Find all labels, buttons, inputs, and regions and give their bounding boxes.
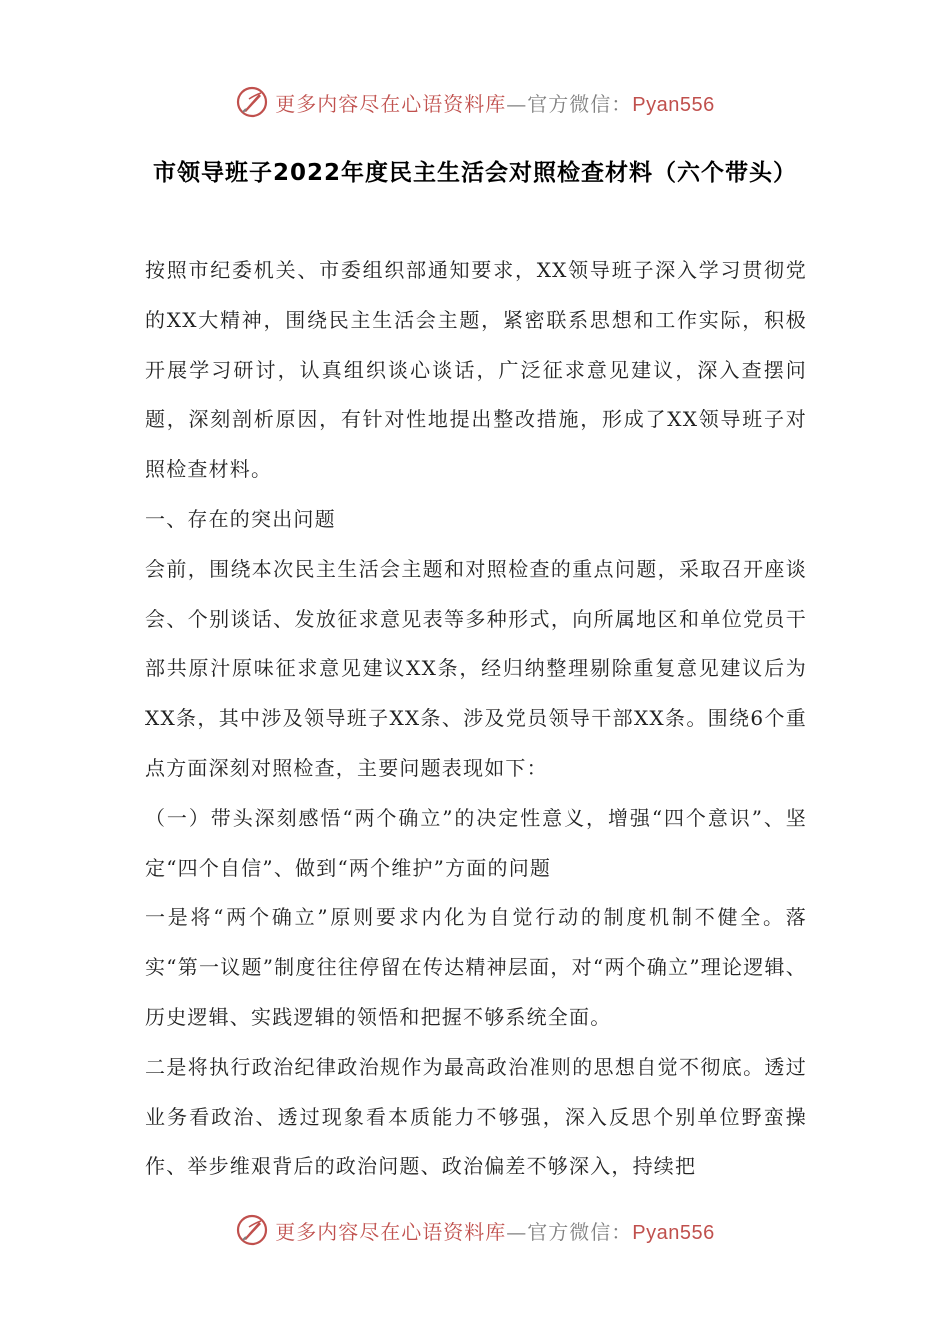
banner-text	[275, 88, 714, 117]
banner-wechat-id: Pyan556	[632, 1221, 715, 1244]
paragraph-point-two: 二是将执行政治纪律政治规作为最高政治准则的思想自觉不彻底。透过业务看政治、透过现象看本质能力不够强，深入反思个别单位野蛮操作、举步维艰背后的政治问题、政治偏差不够深入，持续把	[145, 1054, 807, 1179]
banner-site-name: 更多内容尽在心语资料库	[275, 91, 507, 116]
header-watermark-banner	[0, 82, 950, 122]
banner-wechat-id: Pyan556	[632, 93, 715, 116]
banner-wechat-label: —官方微信：	[506, 1219, 633, 1244]
paragraph-point-one: 一是将“两个确立”原则要求内化为自觉行动的制度机制不健全。落实“第一议题”制度往往停留在传达精神层面，对“两个确立”理论逻辑、历史逻辑、实践逻辑的领悟和把握不够系统全面。	[145, 905, 807, 1029]
footer-watermark-banner	[0, 1210, 950, 1250]
document-body	[145, 246, 807, 1192]
section-heading: 一、存在的突出问题	[145, 506, 336, 531]
quill-logo-icon	[235, 85, 269, 119]
paragraph-overview: 会前，围绕本次民主生活会主题和对照检查的重点问题，采取召开座谈会、个别谈话、发放征求意见表等多种形式，向所属地区和单位党员干部共原汁原味征求意见建议XX条，经归纳整理剔除重复意见建议后为XX条，其中涉及领导班子XX条、涉及党员领导干部XX条。围绕6个重点方面深刻对照检查，主要问题表现如下：	[145, 556, 807, 780]
banner-wechat-label: —官方微信：	[506, 91, 633, 116]
document-title: 市领导班子2022年度民主生活会对照检查材料（六个带头）	[152, 160, 797, 186]
banner-site-name: 更多内容尽在心语资料库	[275, 1219, 507, 1244]
paragraph-intro: 按照市纪委机关、市委组织部通知要求，XX领导班子深入学习贯彻党的XX大精神，围绕民主生活会主题，紧密联系思想和工作实际，积极开展学习研讨，认真组织谈心谈话，广泛征求意见建议，深入查摆问题，深刻剖析原因，有针对性地提出整改措施，形成了XX领导班子对照检查材料。	[145, 258, 807, 482]
quill-logo-icon	[235, 1213, 269, 1247]
banner-text	[275, 1216, 714, 1245]
subsection-heading: （一）带头深刻感悟“两个确立”的决定性意义，增强“四个意识”、坚定“四个自信”、做到“两个维护”方面的问题	[145, 805, 807, 880]
